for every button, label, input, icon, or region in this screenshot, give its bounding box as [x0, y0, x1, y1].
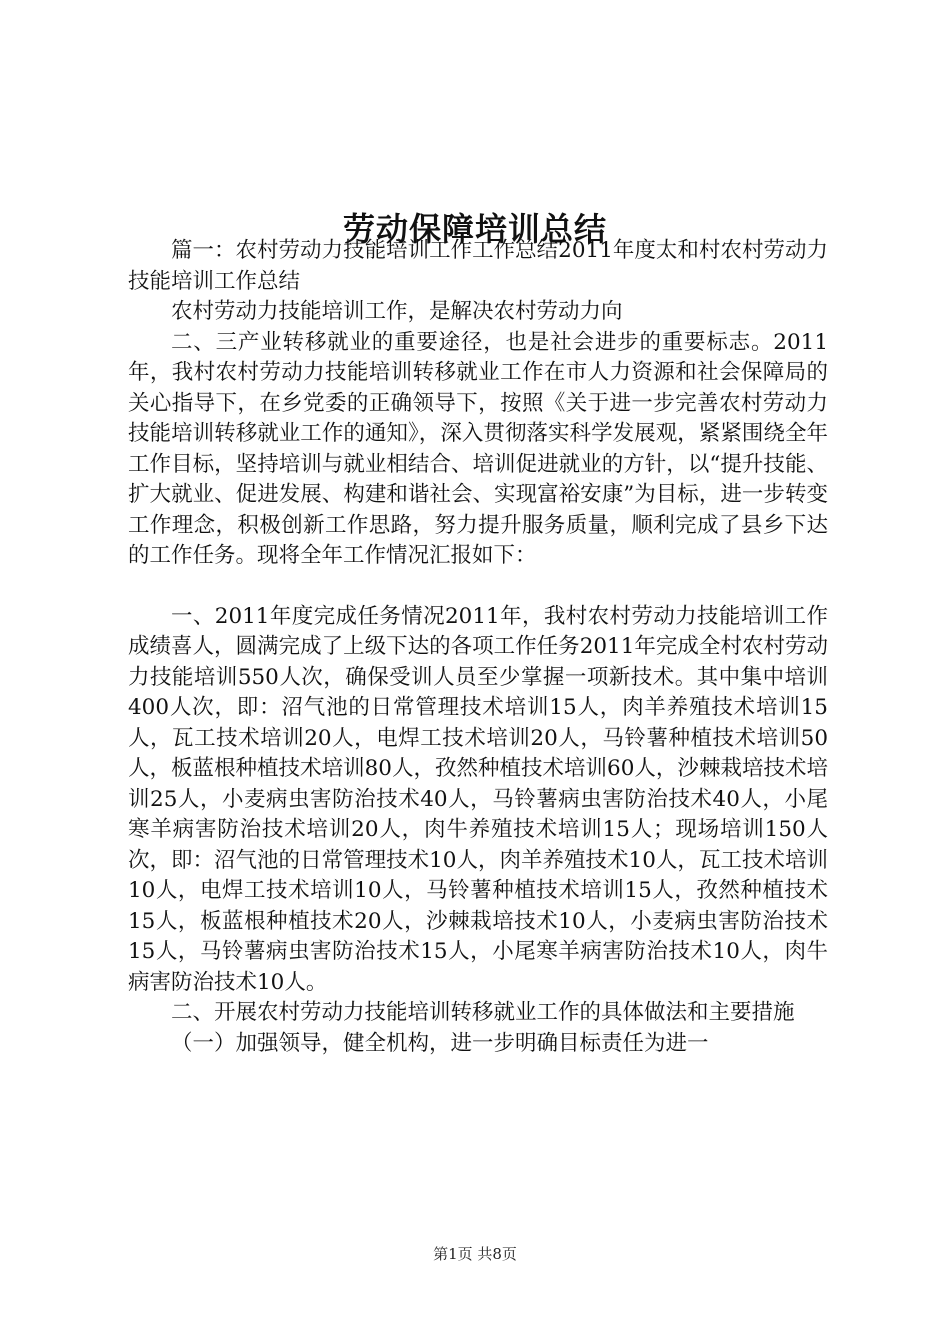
paragraph-section-one: 一、2011年度完成任务情况2011年，我村农村劳动力技能培训工作成绩喜人，圆满完成了上级下达的各项工作任务2011年完成全村农村劳动力技能培训550人次，确保受训人员至少掌握一项新技术。其中集中培训400人次，即：沼气池的日常管理技术培训15人，肉羊养殖技术培训15人，瓦工技术培训20人，电焊工技术培训20人，马铃薯种植技术培训50人，板蓝根种植技术培训80人，孜然种植技术培训60人，沙棘栽培技术培训25人，小麦病虫害防治技术40人，马铃薯病虫害防治技术40人，小尾寒羊病害防治技术培训20人，肉牛养殖技术培训15人；现场培训150人次，即：沼气池的日常管理技术10人，肉羊养殖技术10人，瓦工技术培训10人，电焊工技术培训10人，马铃薯种植技术培训15人，孜然种植技术15人，板蓝根种植技术20人，沙棘栽培技术10人，小麦病虫害防治技术15人，马铃薯病虫害防治技术15人，小尾寒羊病害防治技术10人，肉牛病害防治技术10人。 [128, 603, 828, 995]
document-title: 劳动保障培训总结 [342, 210, 607, 249]
paragraph-overview: 二、三产业转移就业的重要途径，也是社会进步的重要标志。2011年，我村农村劳动力技能培训转移就业工作在市人力资源和社会保障局的关心指导下，在乡党委的正确领导下，按照《关于进一步完善农村劳动力技能培训转移就业工作的通知》，深入贯彻落实科学发展观，紧紧围绕全年工作目标，坚持培训与就业相结合、培训促进就业的方针，以“提升技能、扩大就业、促进发展、构建和谐社会、实现富裕安康”为目标，进一步转变工作理念，积极创新工作思路，努力提升服务质量，顺利完成了县乡下达的工作任务。现将全年工作情况汇报如下： [128, 329, 828, 568]
paragraph-intro: 篇一：农村劳动力技能培训工作工作总结2011年度太和村农村劳动力技能培训工作总结 [128, 238, 828, 294]
paragraph-subsection-one: （一）加强领导，健全机构，进一步明确目标责任为进一 [171, 1030, 709, 1056]
page-number-footer: 第1页 共8页 [433, 1245, 517, 1263]
document-body [128, 236, 828, 1059]
paragraph-lead: 农村劳动力技能培训工作，是解决农村劳动力向 [171, 299, 623, 324]
paragraph-section-two-heading: 二、开展农村劳动力技能培训转移就业工作的具体做法和主要措施 [171, 1000, 795, 1025]
